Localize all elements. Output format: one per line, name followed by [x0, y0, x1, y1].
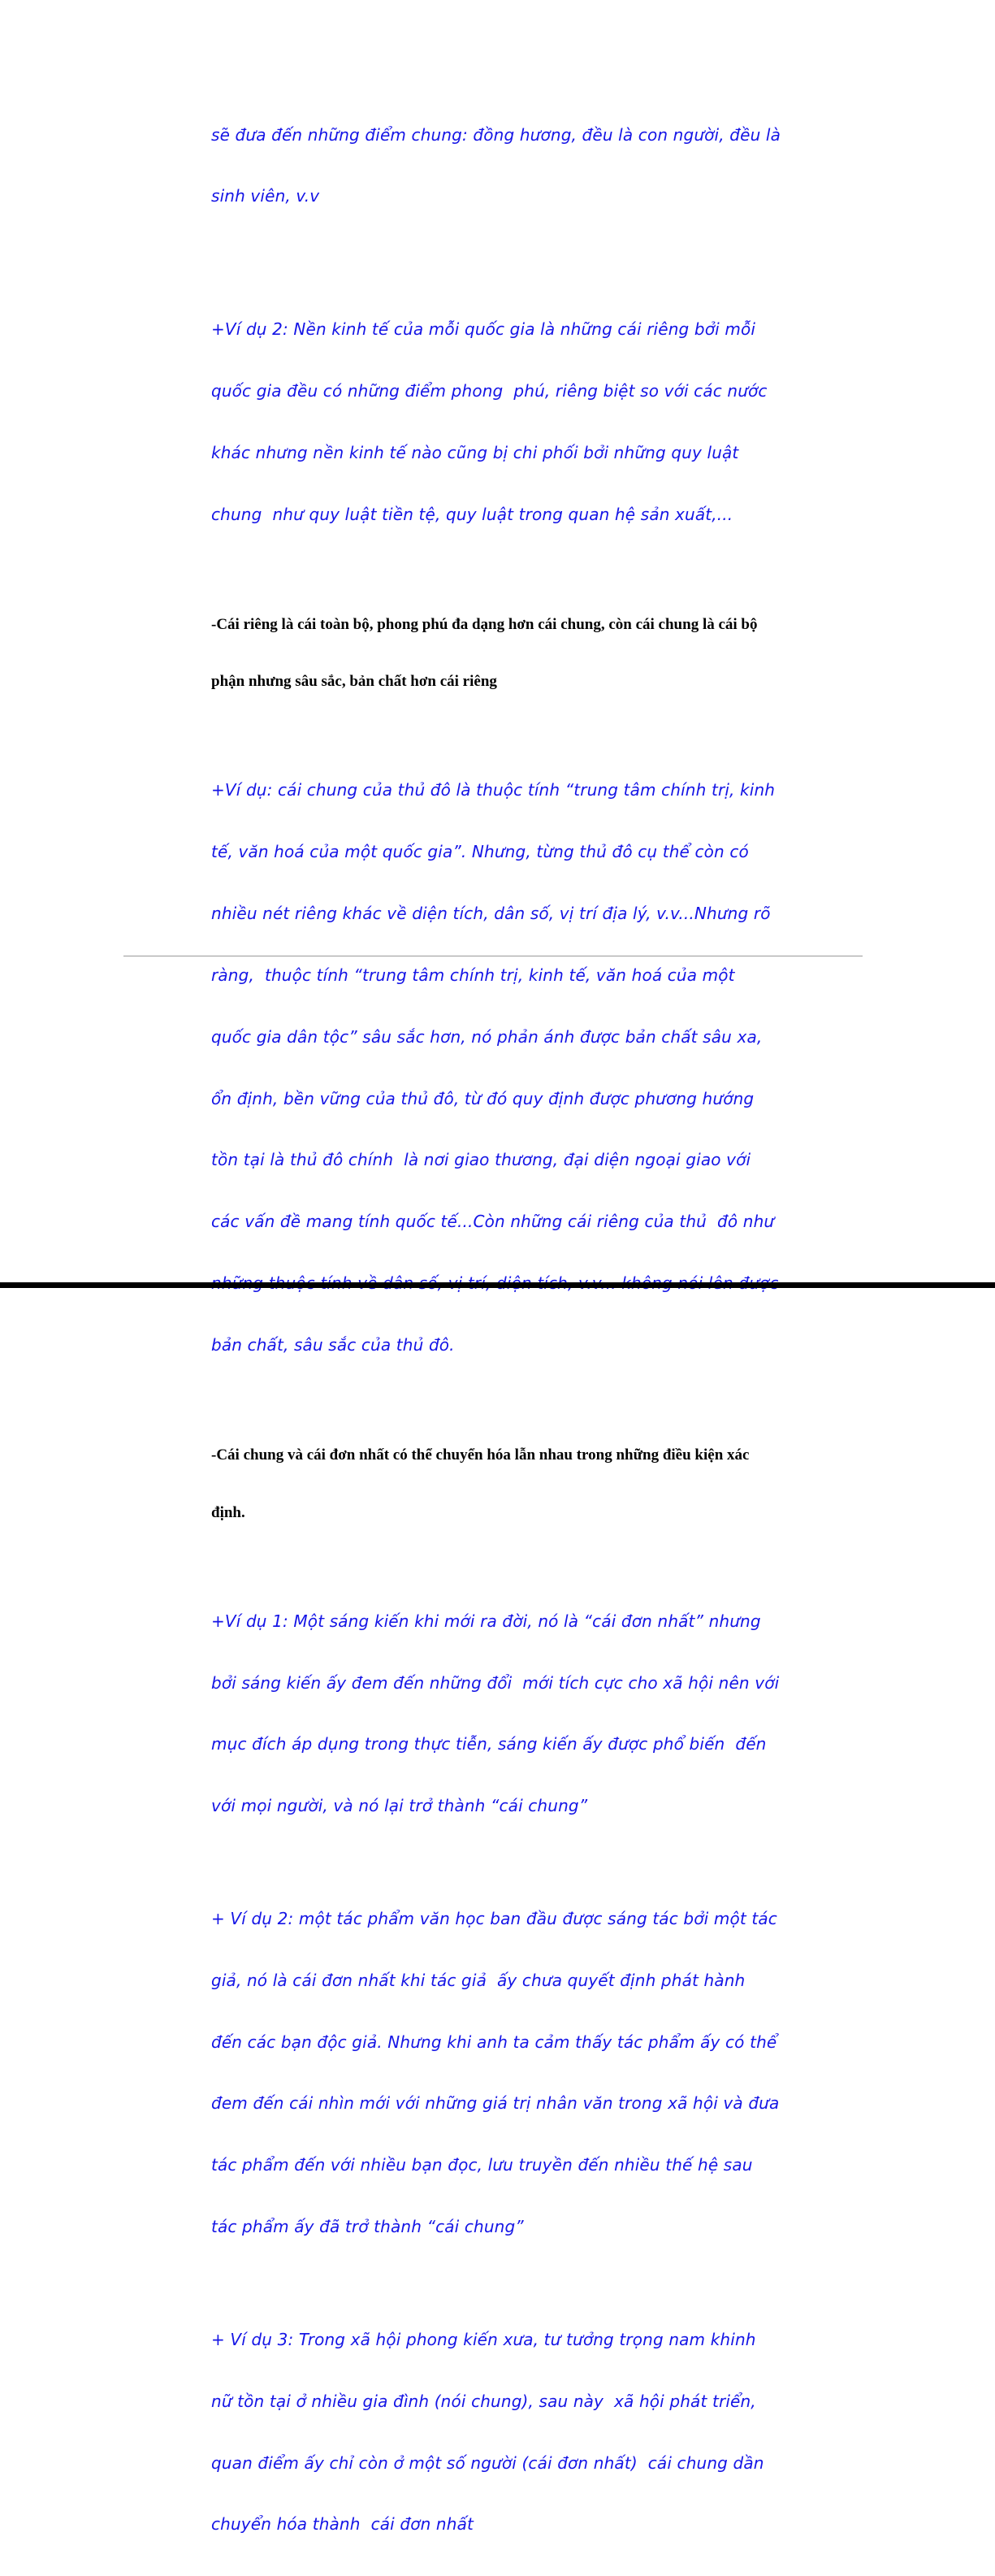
- text-line: + Ví dụ 2: một tác phẩm văn học ban đầu được sáng tác bởi một tác: [211, 1908, 777, 1928]
- text-line: tế, văn hoá của một quốc gia”. Nhưng, từng thủ đô cụ thể còn có: [211, 842, 749, 862]
- text-line: sinh viên, v.v: [211, 186, 320, 206]
- text-line: +Ví dụ 2: Nền kinh tế của mỗi quốc gia là những cái riêng bởi mỗi: [211, 319, 756, 339]
- text-line: tác phẩm đến với nhiều bạn đọc, lưu truyền đến nhiều thế hệ sau: [211, 2155, 753, 2175]
- text-line: các vấn đề mang tính quốc tế...Còn những cái riêng của thủ đô như: [211, 1212, 775, 1232]
- text-line: khác nhưng nền kinh tế nào cũng bị chi phối bởi những quy luật: [211, 442, 739, 462]
- text-line: + Ví dụ 3: Trong xã hội phong kiến xưa, tư tưởng trọng nam khinh: [211, 2329, 756, 2349]
- page-bottom-edge: [0, 1282, 995, 1288]
- text-line: nữ tồn tại ở nhiều gia đình (nói chung), sau này xã hội phát triển,: [211, 2391, 756, 2411]
- text-line: quốc gia đều có những điểm phong phú, riêng biệt so với các nước: [211, 380, 768, 401]
- text-line: chuyển hóa thành cái đơn nhất: [211, 2514, 474, 2535]
- principle-heading: [211, 1407, 780, 1560]
- text-line: định.: [211, 1503, 245, 1521]
- text-line: +Ví dụ 1: Một sáng kiến khi mới ra đời, nó là “cái đơn nhất” nhưng: [211, 1611, 761, 1631]
- page-content: [211, 84, 780, 2576]
- example-paragraph: [211, 278, 780, 566]
- principle-heading: [211, 577, 780, 730]
- text-line: giả, nó là cái đơn nhất khi tác giả ấy chưa quyết định phát hành: [211, 1970, 746, 1990]
- text-line: quốc gia dân tộc” sâu sắc hơn, nó phản ánh được bản chất sâu xa,: [211, 1026, 763, 1047]
- text-line: bởi sáng kiến ấy đem đến những đổi mới tích cực cho xã hội nên với: [211, 1672, 780, 1693]
- text-line: nhiều nét riêng khác về diện tích, dân số, vị trí địa lý, v.v...Nhưng rõ: [211, 903, 771, 923]
- text-line: ràng, thuộc tính “trung tâm chính trị, kinh tế, văn hoá của một: [211, 965, 735, 985]
- text-line: đem đến cái nhìn mới với những giá trị nhân văn trong xã hội và đưa: [211, 2093, 780, 2114]
- example-paragraph: [211, 2288, 780, 2576]
- example-paragraph: [211, 739, 780, 1398]
- text-line: chung như quy luật tiền tệ, quy luật trong quan hệ sản xuất,...: [211, 504, 733, 524]
- text-line: đến các bạn độc giả. Nhưng khi anh ta cảm thấy tác phẩm ấy có thể: [211, 2032, 777, 2052]
- text-line: tác phẩm ấy đã trở thành “cái chung”: [211, 2217, 524, 2237]
- text-line: -Cái riêng là cái toàn bộ, phong phú đa dạng hơn cái chung, còn cái chung là cái bộ: [211, 615, 758, 633]
- text-line: bản chất, sâu sắc của thủ đô.: [211, 1335, 455, 1355]
- text-line: sẽ đưa đến những điểm chung: đồng hương, đều là con người, đều là: [211, 124, 781, 145]
- text-line: -Cái chung và cái đơn nhất có thể chuyển hóa lẫn nhau trong những điều kiện xác: [211, 1446, 750, 1464]
- text-line: ổn định, bền vững của thủ đô, từ đó quy định được phương hướng: [211, 1088, 755, 1108]
- example-paragraph: [211, 1867, 780, 2279]
- text-line: quan điểm ấy chỉ còn ở một số người (cái đơn nhất) cái chung dần: [211, 2452, 764, 2473]
- text-line: tồn tại là thủ đô chính là nơi giao thương, đại diện ngoại giao với: [211, 1150, 751, 1170]
- text-line: với mọi người, và nó lại trở thành “cái chung”: [211, 1796, 588, 1816]
- example-paragraph: [211, 84, 780, 248]
- text-line: mục đích áp dụng trong thực tiễn, sáng kiến ấy được phổ biến đến: [211, 1734, 767, 1754]
- text-line: +Ví dụ: cái chung của thủ đô là thuộc tính “trung tâm chính trị, kinh: [211, 780, 776, 800]
- example-paragraph: [211, 1570, 780, 1858]
- text-line: phận nhưng sâu sắc, bản chất hơn cái riêng: [211, 673, 497, 691]
